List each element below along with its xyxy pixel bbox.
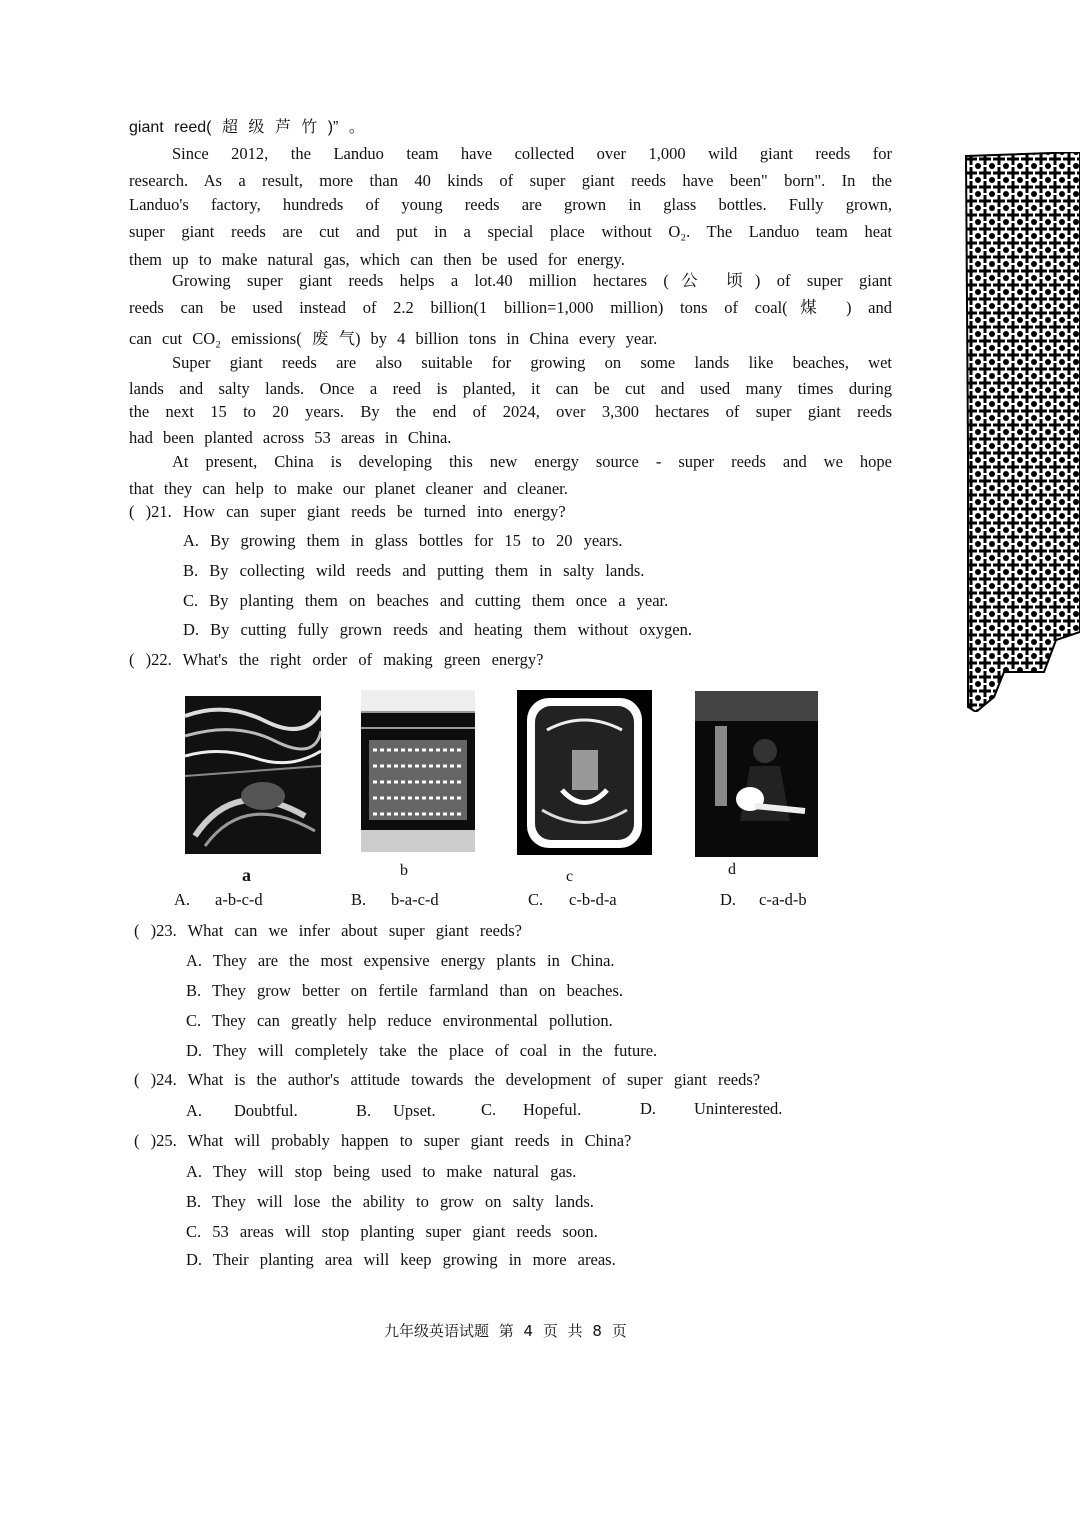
passage-line: that they can help to make our planet cleaner and cleaner.	[129, 479, 568, 498]
question-25-stem: ( )25. What will probably happen to super giant reeds in China?	[134, 1131, 632, 1150]
passage-line: At present, China is developing this new energy source - super reeds and we hope	[172, 452, 892, 471]
q24-option-d-text: Uninterested.	[694, 1099, 783, 1118]
q25-option-b: B. They will lose the ability to grow on salty lands.	[186, 1192, 594, 1211]
q21-option-d: D. By cutting fully grown reeds and heating them without oxygen.	[183, 620, 693, 639]
picture-d-worker	[695, 691, 818, 857]
q24-option-a-letter: A.	[186, 1101, 203, 1120]
picture-label-b: b	[400, 862, 408, 879]
q23-option-b: B. They grow better on fertile farmland than on beaches.	[186, 981, 624, 1000]
picture-a-field	[185, 696, 321, 854]
q22-option-b-text: b-a-c-d	[391, 890, 439, 909]
passage-line: research. As a result, more than 40 kinds of super giant reeds have been" born". In the	[129, 171, 892, 190]
q23-option-a: A. They are the most expensive energy plants in China.	[186, 951, 615, 970]
page-footer: 九年级英语试题 第 4 页 共 8 页	[384, 1322, 627, 1340]
question-22-stem: ( )22. What's the right order of making green energy?	[129, 650, 544, 669]
q24-option-b-text: Upset.	[393, 1101, 436, 1120]
q24-option-c-text: Hopeful.	[523, 1100, 582, 1119]
q23-option-c: C. They can greatly help reduce environmental pollution.	[186, 1011, 613, 1030]
q22-option-c-text: c-b-d-a	[569, 890, 617, 909]
picture-b-bottles	[361, 690, 475, 852]
question-23-stem: ( )23. What can we infer about super giant reeds?	[134, 921, 522, 940]
question-21-stem: ( )21. How can super giant reeds be turned into energy?	[129, 502, 566, 521]
passage-line: Since 2012, the Landuo team have collected over 1,000 wild giant reeds for	[172, 144, 892, 163]
passage-line: super giant reeds are cut and put in a special place without O₂. The Landuo team heat	[129, 222, 892, 241]
q21-option-c: C. By planting them on beaches and cutting them once a year.	[183, 591, 669, 610]
picture-label-a: a	[242, 865, 251, 885]
q25-option-c: C. 53 areas will stop planting super giant reeds soon.	[186, 1222, 598, 1241]
question-24-stem: ( )24. What is the author's attitude towards the development of super giant reeds?	[134, 1070, 761, 1089]
q22-option-d-letter: D.	[720, 890, 737, 909]
passage-line: Growing super giant reeds helps a lot.40 million hectares (公 顷) of super giant	[172, 271, 892, 290]
q25-option-d: D. Their planting area will keep growing in more areas.	[186, 1250, 616, 1269]
passage-line: had been planted across 53 areas in China.	[129, 428, 452, 447]
passage-line: reeds can be used instead of 2.2 billion(1 billion=1,000 million) tons of coal(煤 ) and	[129, 298, 892, 317]
q23-option-d: D. They will completely take the place of coal in the future.	[186, 1041, 658, 1060]
passage-line: can cut CO₂ emissions( 废 气) by 4 billion tons in China every year.	[129, 329, 658, 348]
q22-option-a-text: a-b-c-d	[215, 890, 263, 909]
passage-line: Super giant reeds are also suitable for growing on some lands like beaches, wet	[172, 353, 892, 372]
q22-option-c-letter: C.	[528, 890, 544, 909]
passage-heading: giant reed( 超 级 芦 竹 )” 。	[129, 119, 365, 136]
passage-line: them up to make natural gas, which can then be used for energy.	[129, 250, 625, 269]
q21-option-b: B. By collecting wild reeds and putting them in salty lands.	[183, 561, 645, 580]
picture-label-c: c	[566, 868, 574, 885]
q24-option-a-text: Doubtful.	[234, 1101, 298, 1120]
q24-option-c-letter: C.	[481, 1100, 497, 1119]
picture-label-d: d	[728, 861, 736, 878]
q25-option-a: A. They will stop being used to make natural gas.	[186, 1162, 577, 1181]
q22-option-d-text: c-a-d-b	[759, 890, 807, 909]
q22-option-a-letter: A.	[174, 890, 191, 909]
passage-line: Landuo's factory, hundreds of young reeds are grown in glass bottles. Fully grown,	[129, 195, 892, 214]
q24-option-d-letter: D.	[640, 1099, 657, 1118]
passage-line: lands and salty lands. Once a reed is planted, it can be cut and used many times during	[129, 379, 892, 398]
q24-option-b-letter: B.	[356, 1101, 372, 1120]
picture-c-machine	[517, 690, 652, 855]
passage-line: the next 15 to 20 years. By the end of 2024, over 3,300 hectares of super giant reeds	[129, 402, 892, 421]
q21-option-a: A. By growing them in glass bottles for 15 to 20 years.	[183, 531, 623, 550]
q22-option-b-letter: B.	[351, 890, 367, 909]
scanned-binding-strip	[964, 152, 1080, 712]
